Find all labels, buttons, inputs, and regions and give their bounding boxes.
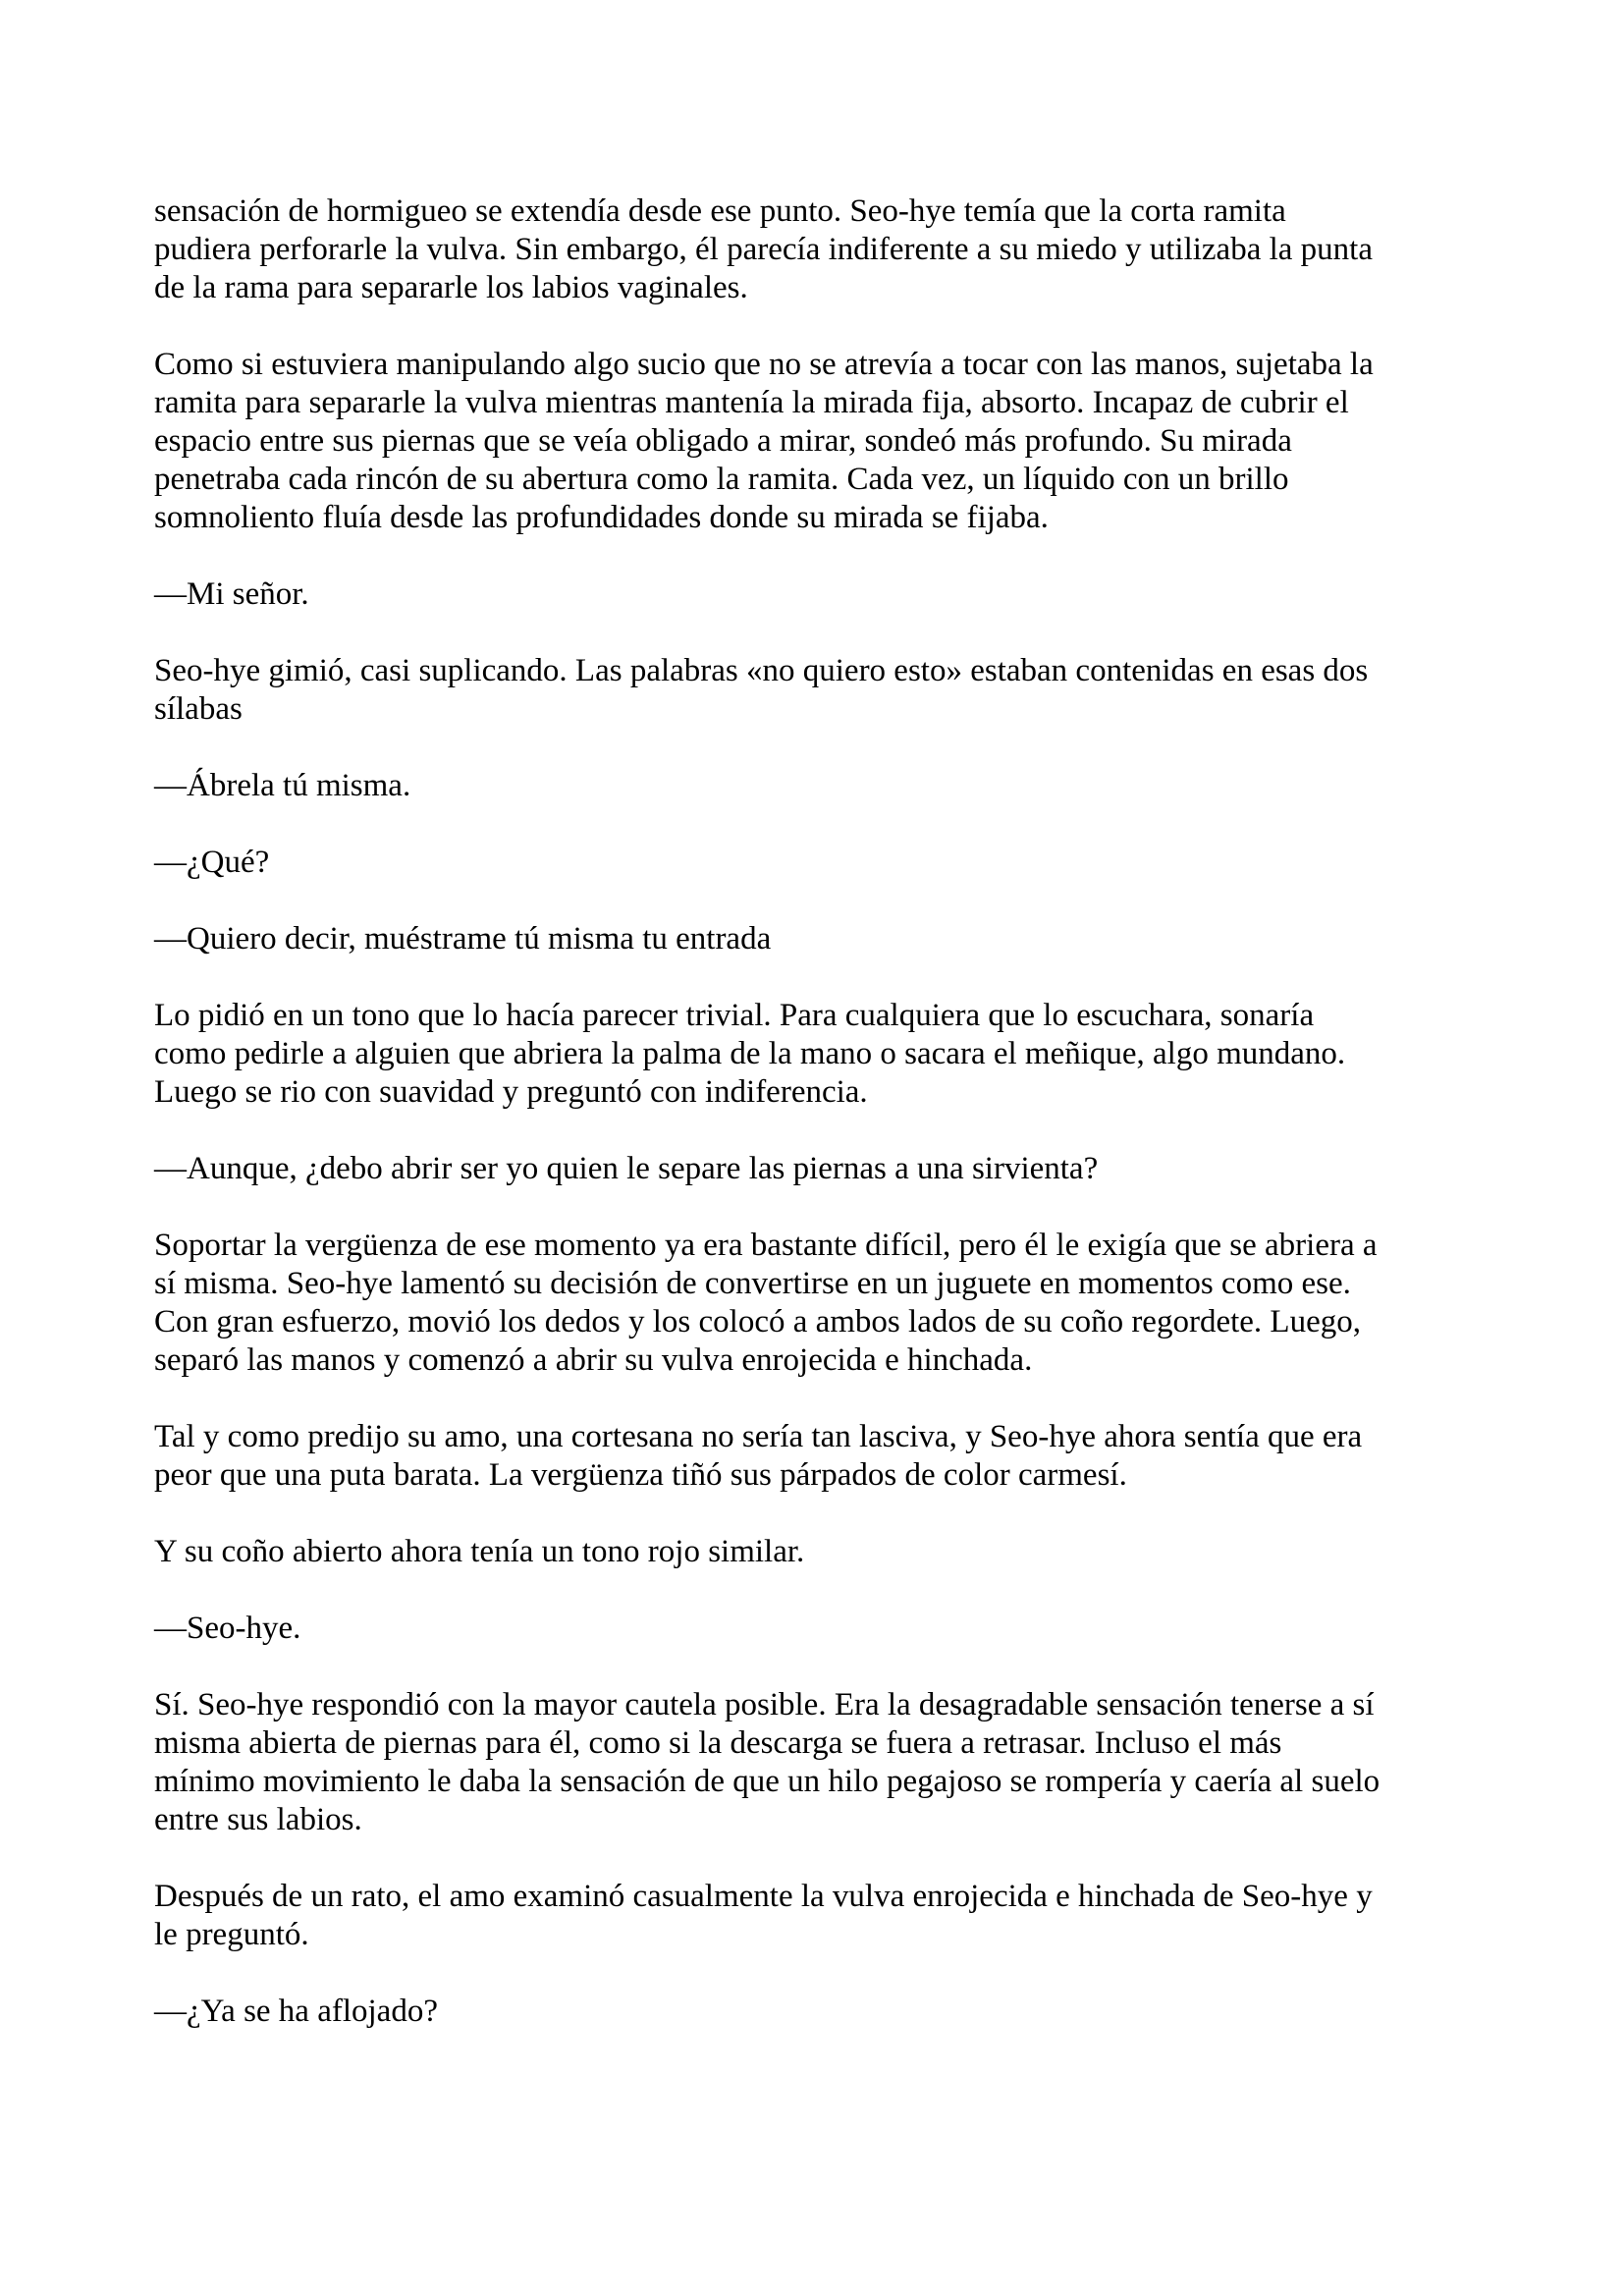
paragraph: Sí. Seo-hye respondió con la mayor cautela posible. Era la desagradable sensación tenerse a sí misma abierta de piernas para él, como si la descarga se fuera a retrasar. Incluso el más mínimo movimiento le daba la sensación de que un hilo pegajoso se rompería y caería al suelo entre sus labios. xyxy=(154,1687,1380,1837)
paragraph: —Quiero decir, muéstrame tú misma tu entrada xyxy=(154,921,772,957)
paragraph: Después de un rato, el amo examinó casualmente la vulva enrojecida e hinchada de Seo-hye y le preguntó. xyxy=(154,1879,1373,1952)
paragraph: —Aunque, ¿debo abrir ser yo quien le separe las piernas a una sirvienta? xyxy=(154,1151,1099,1186)
paragraph: —Mi señor. xyxy=(154,576,309,612)
paragraph: Como si estuviera manipulando algo sucio que no se atrevía a tocar con las manos, sujetaba la ramita para separarle la vulva mientras mantenía la mirada fija, absorto. Incapaz de cubrir el espacio entre sus piernas que se veía obligado a mirar, sondeó más profundo. Su mirada penetraba cada rincón de su abertura como la ramita. Cada vez, un líquido con un brillo somnoliento fluía desde las profundidades donde su mirada se fijaba. xyxy=(154,347,1374,535)
paragraph: Tal y como predijo su amo, una cortesana no sería tan lasciva, y Seo-hye ahora sentía que era peor que una puta barata. La vergüenza tiñó sus párpados de color carmesí. xyxy=(154,1419,1363,1493)
paragraph: Y su coño abierto ahora tenía un tono rojo similar. xyxy=(154,1534,805,1569)
paragraph: —¿Ya se ha aflojado? xyxy=(154,1994,438,2029)
document-text-block xyxy=(154,192,1387,2031)
paragraph: —¿Qué? xyxy=(154,845,270,880)
paragraph: —Ábrela tú misma. xyxy=(154,768,411,803)
paragraph: Soportar la vergüenza de ese momento ya era bastante difícil, pero él le exigía que se abriera a sí misma. Seo-hye lamentó su decisión de convertirse en un juguete en momentos como ese. Con gran esfuerzo, movió los dedos y los colocó a ambos lados de su coño regordete. Luego, separó las manos y comenzó a abrir su vulva enrojecida e hinchada. xyxy=(154,1228,1378,1378)
paragraph: Lo pidió en un tono que lo hacía parecer trivial. Para cualquiera que lo escuchara, sonaría como pedirle a alguien que abriera la palma de la mano o sacara el meñique, algo mundano. Luego se rio con suavidad y preguntó con indiferencia. xyxy=(154,998,1346,1110)
paragraph: —Seo-hye. xyxy=(154,1611,301,1646)
paragraph: Seo-hye gimió, casi suplicando. Las palabras «no quiero esto» estaban contenidas en esas dos sílabas xyxy=(154,653,1369,727)
paragraph: sensación de hormigueo se extendía desde ese punto. Seo-hye temía que la corta ramita pudiera perforarle la vulva. Sin embargo, él parecía indiferente a su miedo y utilizaba la punta de la rama para separarle los labios vaginales. xyxy=(154,193,1373,305)
